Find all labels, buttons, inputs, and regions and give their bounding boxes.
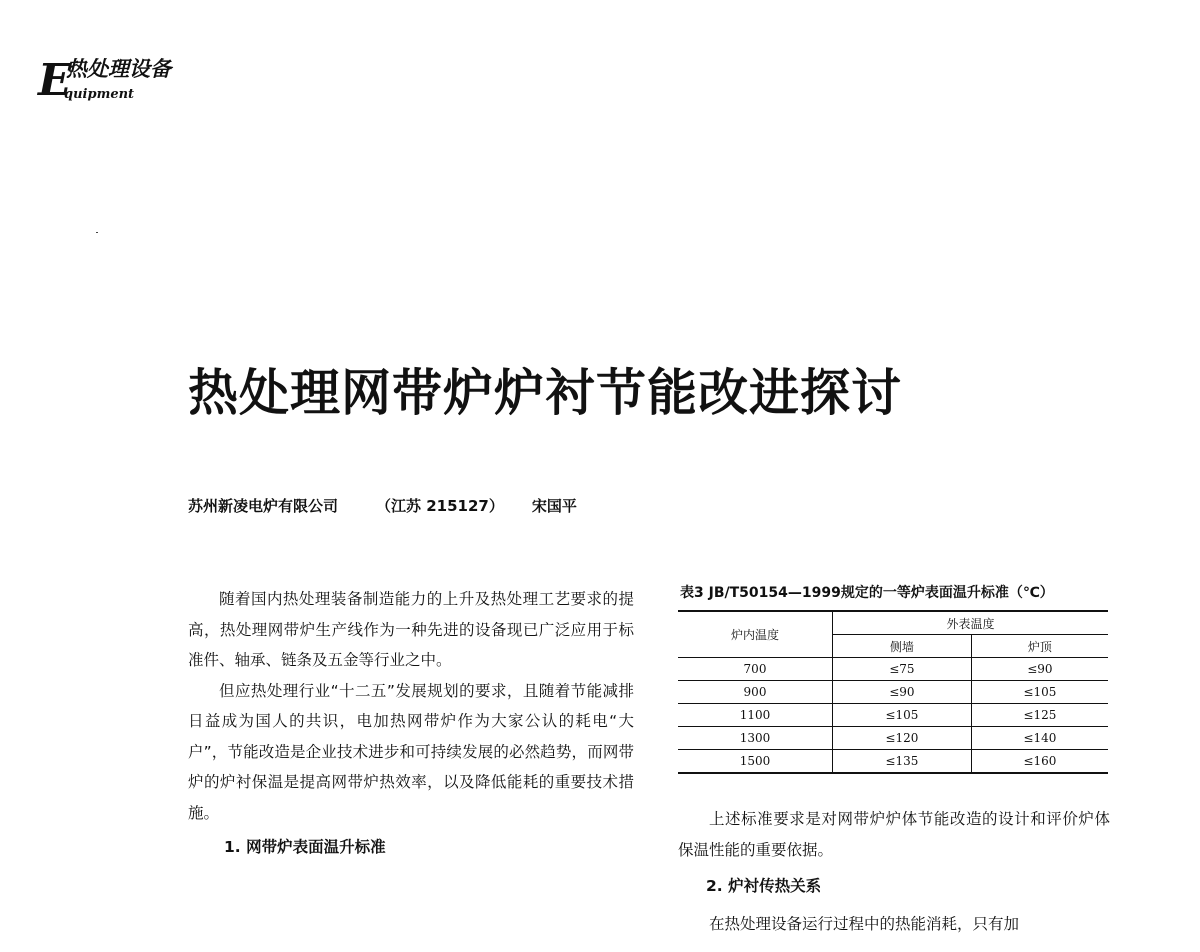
table-cell: ≤90 (971, 658, 1108, 681)
section-letter: E (38, 55, 72, 106)
section-title-en: quipment (64, 87, 135, 102)
speck (96, 232, 98, 233)
section-heading: 1. 网带炉表面温升标准 (224, 838, 386, 856)
group-header: 外表温度 (833, 611, 1109, 635)
table-cell: 1300 (678, 727, 833, 750)
table-cell: ≤105 (833, 704, 972, 727)
right-column (678, 804, 1110, 940)
paragraph: 随着国内热处理装备制造能力的上升及热处理工艺要求的提高，热处理网带炉生产线作为一种先进的设备现已广泛应用于标准件、轴承、链条及五金等行业之中。 (188, 590, 634, 669)
table-row (678, 727, 1108, 750)
location: （江苏 215127） (376, 497, 504, 515)
paragraph: 上述标准要求是对网带炉炉体节能改造的设计和评价炉体保温性能的重要依据。 (678, 810, 1110, 859)
author-name: 宋国平 (531, 497, 577, 515)
paragraph: 但应热处理行业“十二五”发展规划的要求，且随着节能减排日益成为国人的共识，电加热网带炉作为大家公认的耗电“大户”，节能改造是企业技术进步和可持续发展的必然趋势，而网带炉的炉衬保温是提高网带炉热效率，以及降低能耗的重要技术措施。 (188, 681, 634, 822)
table-cell: ≤105 (971, 681, 1108, 704)
article-title: 热处理网带炉炉衬节能改进探讨 (188, 363, 902, 422)
table (678, 610, 1108, 774)
table-cell: ≤135 (833, 750, 972, 774)
table-row (678, 704, 1108, 727)
table-row (678, 658, 1108, 681)
table-cell: ≤120 (833, 727, 972, 750)
row-header: 炉内温度 (678, 611, 833, 658)
table-cell: 1500 (678, 750, 833, 774)
table-cell: 1100 (678, 704, 833, 727)
table-cell: ≤140 (971, 727, 1108, 750)
sub-header-side-wall: 侧墙 (833, 635, 972, 658)
table-cell: ≤90 (833, 681, 972, 704)
section-heading: 2. 炉衬传热关系 (706, 877, 822, 895)
table-cell: ≤160 (971, 750, 1108, 774)
affiliation-line (188, 495, 577, 517)
table-cell: ≤125 (971, 704, 1108, 727)
table-cell: 700 (678, 658, 833, 681)
table-row (678, 750, 1108, 774)
table-cell: 900 (678, 681, 833, 704)
section-title-cn: 热处理设备 (66, 56, 171, 81)
paragraph: 在热处理设备运行过程中的热能消耗，只有加 (709, 915, 1020, 933)
temperature-table (678, 610, 1108, 774)
table-row (678, 681, 1108, 704)
table-caption: 表3 JB/T50154—1999规定的一等炉表面温升标准（℃） (680, 585, 1054, 601)
left-column (188, 584, 634, 862)
table-cell: ≤75 (833, 658, 972, 681)
company-name: 苏州新凌电炉有限公司 (188, 497, 339, 515)
section-header (38, 55, 258, 115)
sub-header-roof: 炉顶 (971, 635, 1108, 658)
